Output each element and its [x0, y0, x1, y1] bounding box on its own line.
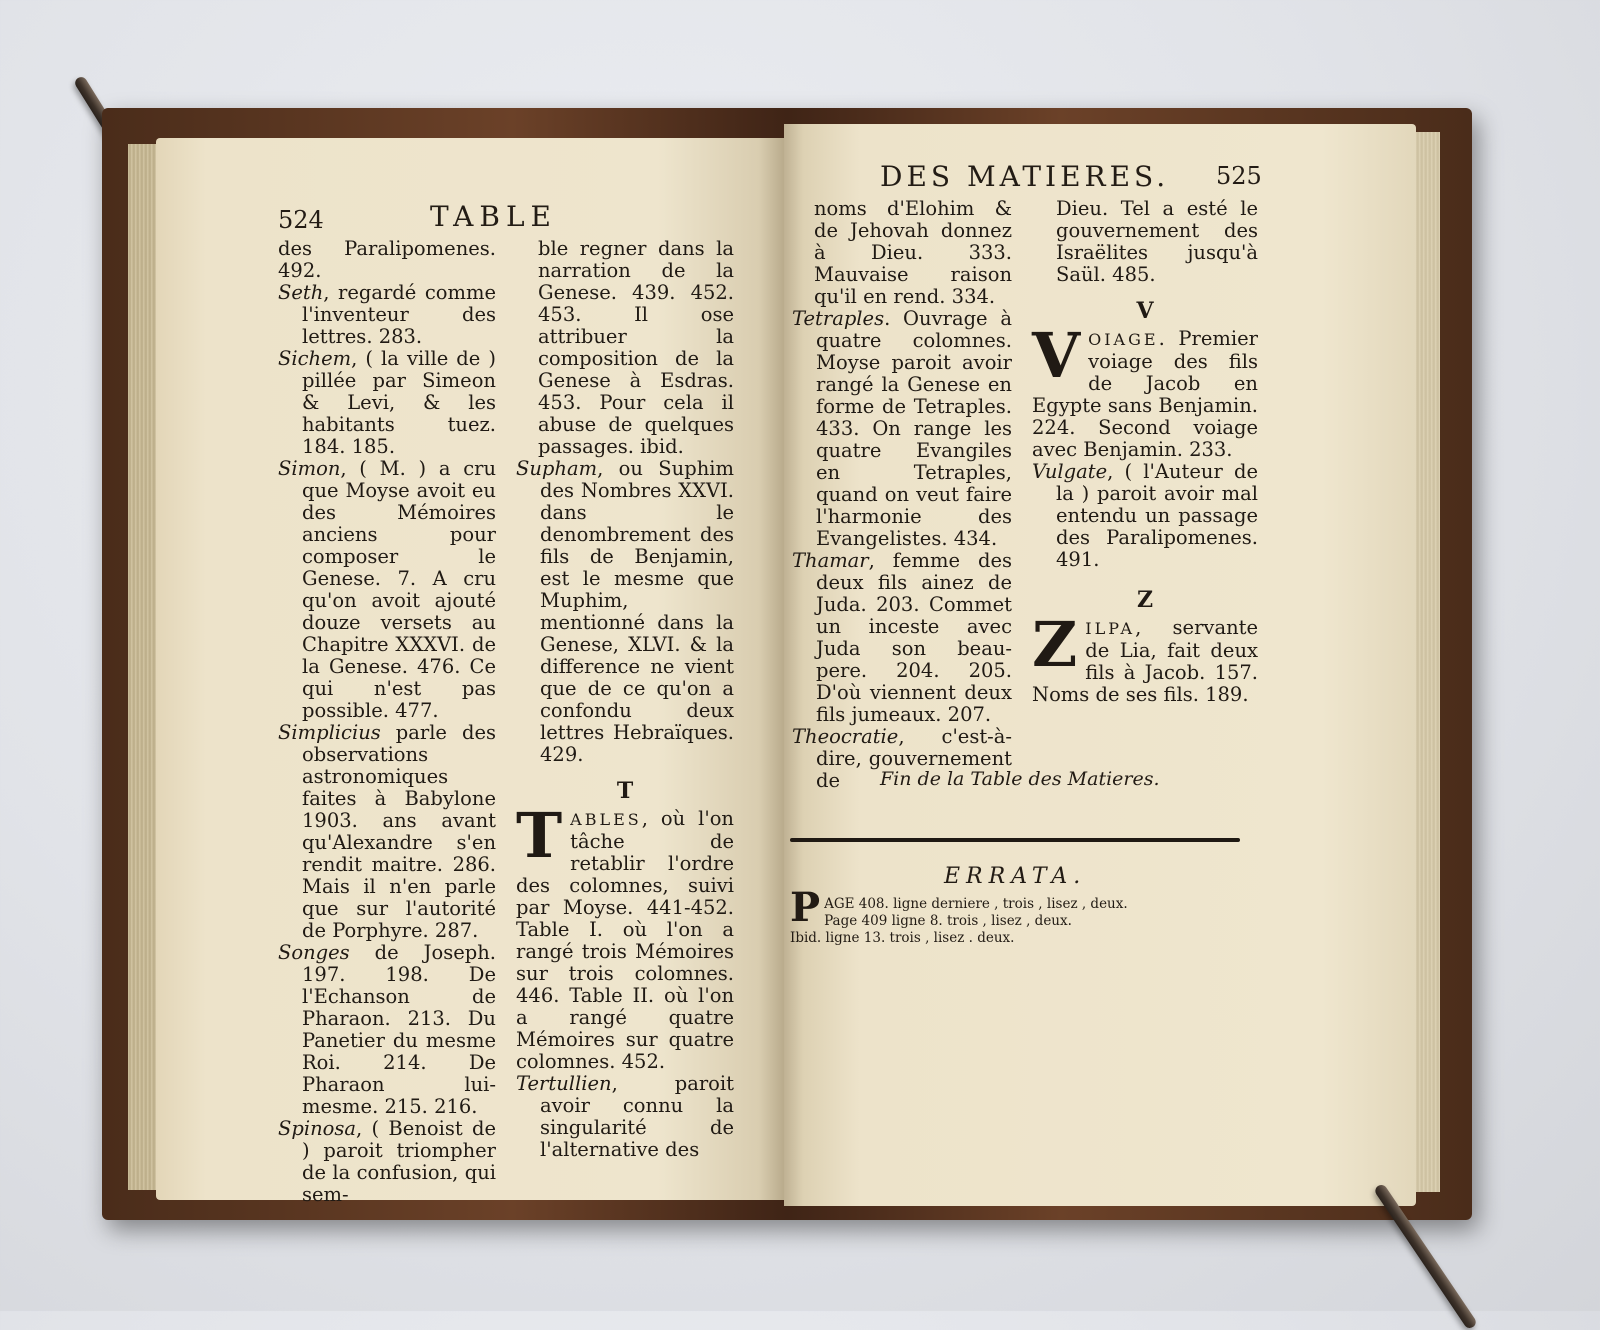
entry-head: Vulgate	[1032, 460, 1108, 483]
entry-smallcaps: ABLES	[570, 810, 642, 829]
index-entry	[278, 458, 496, 722]
entry-head: Simon	[278, 457, 341, 480]
section-letter-z: Z	[1136, 587, 1154, 613]
entry-text: . Ouvrage à quatre colomnes. Moyse paroit avoir rangé la Genese en forme de Tetraples. 433. On range les quatre Evangiles en Tetraples, quand on veut faire l'harmonie des Evangelistes. 434.	[816, 307, 1012, 550]
entry-text: des Paralipomenes. 492.	[278, 237, 496, 282]
index-entry	[516, 1073, 734, 1161]
index-entry-continued: Dieu. Tel a esté le gouvernement des Israëlites jusqu'à Saül. 485.	[1056, 197, 1258, 286]
entry-head: Sichem	[278, 347, 352, 370]
entry-text: , ou Suphim des Nombres XXVI. dans le denombrement des fils de Benjamin, est le mesme que Muphim, mentionné dans la Genese, XLVI. & la difference ne vient que de ce qu'on a confondu deux lettres Hebraïques. 429.	[540, 457, 734, 766]
errata-block	[790, 884, 1260, 947]
errata-title: ERRATA.	[944, 864, 1087, 889]
index-entry-continued: noms d'Elohim & de Jehovah donnez à Dieu. 333. Mauvaise raison qu'il en rend. 334.	[814, 197, 1012, 308]
entry-smallcaps: ILPA	[1085, 619, 1136, 638]
left-col-2	[516, 238, 734, 1161]
entry-head: Songes	[278, 941, 350, 964]
drop-cap-z: Z	[1032, 608, 1078, 681]
entry-text: , ( la ville de ) pillée par Simeon & Levi, & les habitants tuez. 184. 185.	[302, 347, 496, 458]
index-entry	[278, 942, 496, 1118]
entry-text: , servante de Lia, fait deux fils à Jacob. 157. Noms de ses fils. 189.	[1032, 616, 1258, 706]
drop-cap-v: V	[1032, 319, 1081, 392]
entry-head: Spinosa	[278, 1117, 357, 1140]
errata-line: AGE 408. ligne derniere , trois , lisez , deux.	[824, 896, 1128, 912]
entry-text: , ( Benoist de ) paroit triompher de la confusion, qui sem-	[302, 1117, 496, 1206]
entry-head: Tertullien	[516, 1072, 612, 1095]
entry-text: . Premier voiage des fils de Jacob en Egypte sans Benjamin. 224. Second voiage avec Benjamin. 233.	[1032, 327, 1258, 461]
index-entry	[1032, 608, 1258, 706]
index-entry-continued: ble regner dans la narration de la Genese. 439. 452. 453. Il ose attribuer la composition de la Genese à Esdras. 453. Pour cela il abuse de quelques passages. ibid.	[538, 237, 734, 458]
section-letter-v: V	[1136, 298, 1154, 324]
entry-head: Simplicius	[278, 721, 381, 744]
index-entry	[278, 238, 496, 282]
entry-head: Supham	[516, 457, 598, 480]
divider-rule	[790, 838, 1240, 842]
index-entry	[1032, 461, 1258, 571]
right-col-1	[792, 198, 1012, 792]
entry-head: Seth	[278, 281, 324, 304]
right-running-head: DES MATIERES.	[880, 160, 1170, 193]
page-edge-right	[1416, 132, 1440, 1192]
index-entry	[516, 458, 734, 766]
entry-head: Thamar	[792, 549, 869, 572]
index-entry	[792, 550, 1012, 726]
drop-cap-t: T	[516, 799, 563, 872]
entry-text: , femme des deux fils ainez de Juda. 203. Commet un inceste avec Juda son beau-pere. 204. 205. D'où viennent deux fils jumeaux. 207.	[816, 549, 1012, 726]
right-page-number: 525	[1216, 162, 1262, 190]
entry-text: , ( l'Auteur de la ) paroit avoir mal entendu un passage des Paralipomenes. 491.	[1056, 460, 1258, 571]
end-of-table-note: Fin de la Table des Matieres.	[880, 768, 1160, 790]
errata-line: Ibid. ligne 13. trois , lisez . deux.	[790, 930, 1015, 946]
entry-text: , où l'on tâche de retablir l'ordre des colomnes, suivi par Moyse. 441-452. Table I. où l'on a rangé trois Mémoires sur trois colomnes. 446. Table II. où l'on a rangé quatre Mémoires sur quatre colomnes. 452.	[516, 807, 734, 1073]
index-entry	[516, 799, 734, 1073]
index-entry	[1032, 319, 1258, 461]
index-entry	[278, 348, 496, 458]
left-page-number: 524	[278, 206, 324, 234]
index-entry	[792, 308, 1012, 550]
entry-smallcaps: OIAGE	[1088, 330, 1159, 349]
index-entry	[278, 1118, 496, 1206]
errata-line: Page 409 ligne 8. trois , lisez , deux.	[824, 913, 1072, 929]
entry-text: de Joseph. 197. 198. De l'Echanson de Pharaon. 213. Du Panetier du mesme Roi. 214. De Pharaon lui-mesme. 215. 216.	[302, 941, 496, 1118]
entry-head: Tetraples	[792, 307, 885, 330]
section-letter-t: T	[616, 778, 634, 804]
errata-drop-cap: P	[790, 884, 821, 931]
left-col-1	[278, 238, 496, 1206]
entry-text: , ( M. ) a cru que Moyse avoit eu des Mémoires anciens pour composer le Genese. 7. A cru qu'on avoit ajouté douze versets au Chapitre XXXVI. de la Genese. 476. Ce qui n'est pas possible. 477.	[302, 457, 496, 722]
entry-text: , paroit avoir connu la singularité de l'alternative des	[540, 1072, 734, 1161]
right-col-2	[1032, 198, 1258, 706]
index-entry	[278, 282, 496, 348]
entry-text: parle des observations astronomiques faites à Babylone 1903. ans avant qu'Alexandre s'en rendit maitre. 286. Mais il n'en parle que sur l'autorité de Porphyre. 287.	[302, 721, 496, 942]
entry-text: , regardé comme l'inventeur des lettres. 283.	[302, 281, 496, 348]
entry-text: , c'est-à-dire, gouvernement de	[816, 725, 1012, 792]
index-entry	[278, 722, 496, 942]
page-edge-left	[128, 144, 158, 1190]
left-running-head: TABLE	[430, 200, 557, 233]
entry-head: Theocratie	[792, 725, 899, 748]
